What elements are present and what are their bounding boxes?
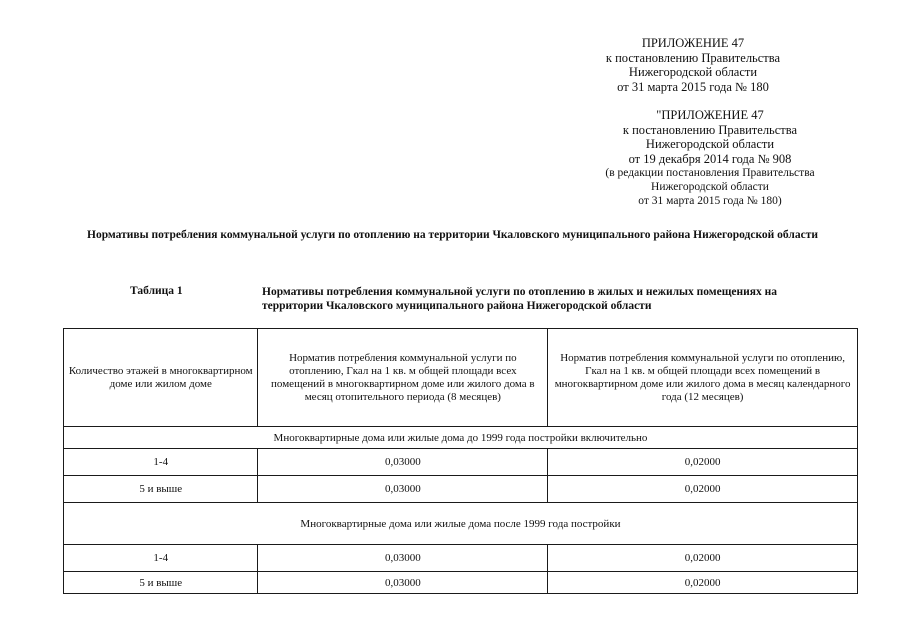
- table-row: [64, 476, 858, 503]
- norms-table: [63, 328, 858, 594]
- section-row: [64, 503, 858, 545]
- section-title: Многоквартирные дома или жилые дома после 1999 года постройки: [64, 503, 858, 545]
- calendar-year-value: 0,02000: [548, 572, 858, 594]
- header-floors: Количество этажей в многоквартирном доме или жилом доме: [64, 329, 258, 427]
- annex-current-line: Нижегородской области: [628, 65, 758, 79]
- section-row: [64, 427, 858, 449]
- annex-current-line: от 31 марта 2015 года № 180: [617, 79, 769, 94]
- calendar-year-value: 0,02000: [548, 449, 858, 476]
- annex-edition-line: Нижегородской области: [651, 181, 769, 193]
- document-title: Нормативы потребления коммунальной услуги по отоплению на территории Чкаловского муниципального района Нижегородской области: [87, 229, 818, 241]
- heating-period-value: 0,03000: [258, 449, 548, 476]
- header-calendar-year-norm: Норматив потребления коммунальной услуги по отоплению, Гкал на 1 кв. м общей площади всех помещений в многоквартирном доме или жилого дома в месяц календарного года (12 месяцев): [548, 329, 858, 427]
- table-row: [64, 449, 858, 476]
- heating-period-value: 0,03000: [258, 476, 548, 503]
- calendar-year-value: 0,02000: [548, 476, 858, 503]
- floors-cell: 1-4: [64, 545, 258, 572]
- table-title: Нормативы потребления коммунальной услуги по отоплению в жилых и нежилых помещениях на территории Чкаловского муниципального района Нижегородской области: [262, 286, 778, 312]
- annex-original-block: [585, 108, 835, 208]
- heating-period-value: 0,03000: [258, 545, 548, 572]
- floors-cell: 5 и выше: [64, 572, 258, 594]
- table-row: [64, 572, 858, 594]
- annex-original-line: к постановлению Правительства: [622, 122, 798, 137]
- table-header-row: [64, 329, 858, 427]
- section-title: Многоквартирные дома или жилые дома до 1999 года постройки включительно: [64, 427, 858, 449]
- header-heating-period-norm: Норматив потребления коммунальной услуги по отоплению, Гкал на 1 кв. м общей площади всех помещений в многоквартирном доме или жилого дома в месяц отопительного периода (8 месяцев): [258, 329, 548, 427]
- annex-edition-line: от 31 марта 2015 года № 180): [638, 195, 782, 207]
- annex-edition-line: (в редакции постановления Правительства: [605, 167, 815, 179]
- table-label: Таблица 1: [130, 285, 183, 297]
- floors-cell: 5 и выше: [64, 476, 258, 503]
- annex-current-block: [578, 36, 808, 94]
- heating-period-value: 0,03000: [258, 572, 548, 594]
- annex-original-line: "ПРИЛОЖЕНИЕ 47: [656, 108, 764, 122]
- annex-current-line: к постановлению Правительства: [605, 50, 781, 65]
- floors-cell: 1-4: [64, 449, 258, 476]
- table-row: [64, 545, 858, 572]
- annex-original-line: Нижегородской области: [645, 137, 775, 151]
- annex-current-line: ПРИЛОЖЕНИЕ 47: [641, 36, 745, 50]
- calendar-year-value: 0,02000: [548, 545, 858, 572]
- annex-original-line: от 19 декабря 2014 года № 908: [628, 151, 792, 166]
